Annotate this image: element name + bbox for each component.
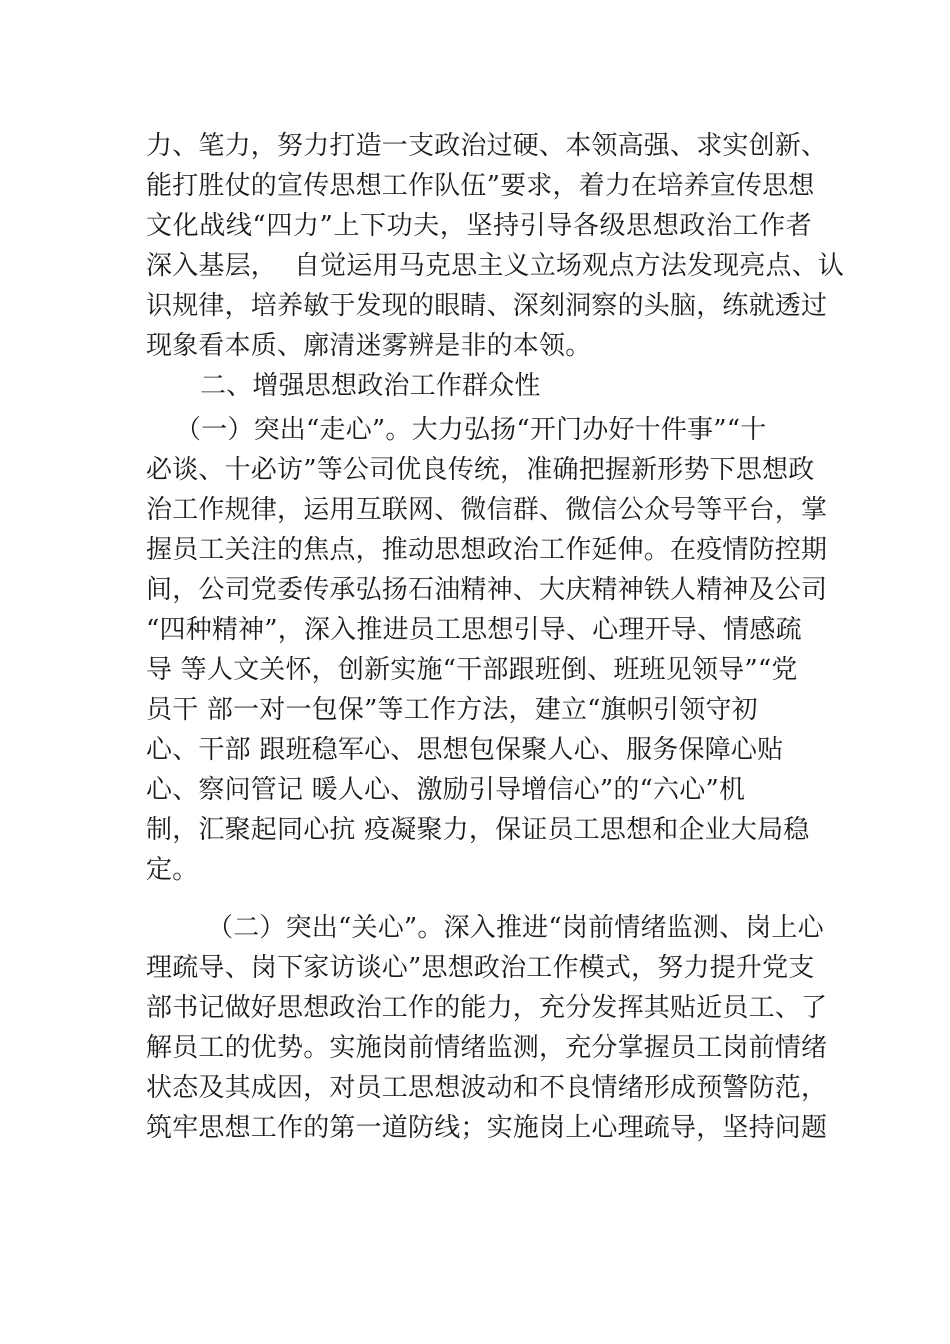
paragraph-first-line: （一）突出“走心”。大力弘扬“开门办好十件事”“十 (175, 415, 767, 445)
text-line: 现象看本质、廓清迷雾辨是非的本领。 (146, 331, 592, 361)
text-line: 心、察问管记 暖人心、激励引导增信心”的“六心”机 (146, 775, 746, 805)
text-line: 文化战线“四力”上下功夫，坚持引导各级思想政治工作者 (146, 211, 812, 241)
text-line: 定。 (146, 855, 199, 885)
text-line: 状态及其成因，对员工思想波动和不良情绪形成预警防范， (146, 1073, 828, 1103)
text-line: 筑牢思想工作的第一道防线；实施岗上心理疏导，坚持问题 (146, 1113, 828, 1143)
text-line: 员干 部一对一包保”等工作方法，建立“旗帜引领守初 (146, 695, 758, 725)
text-line: 力、笔力，努力打造一支政治过硬、本领高强、求实创新、 (146, 131, 828, 161)
text-line: 能打胜仗的宣传思想工作队伍”要求，着力在培养宣传思想 (146, 171, 815, 201)
text-line: 解员工的优势。实施岗前情绪监测，充分掌握员工岗前情绪 (146, 1033, 828, 1063)
section-heading: 二、增强思想政治工作群众性 (200, 371, 541, 401)
text-line: 部书记做好思想政治工作的能力，充分发挥其贴近员工、了 (146, 993, 828, 1023)
text-line: 必谈、十必访”等公司优良传统，准确把握新形势下思想政 (146, 455, 815, 485)
text-line: 握员工关注的焦点，推动思想政治工作延伸。在疫情防控期 (146, 535, 828, 565)
text-line: 识规律，培养敏于发现的眼睛、深刻洞察的头脑，练就透过 (146, 291, 828, 321)
text-line: 心、干部 跟班稳军心、思想包保聚人心、服务保障心贴 (146, 735, 784, 765)
text-line: 制，汇聚起同心抗 疫凝聚力，保证员工思想和企业大局稳 (146, 815, 810, 845)
text-line: 理疏导、岗下家访谈心”思想政治工作模式，努力提升党支 (146, 953, 815, 983)
text-line: 间，公司党委传承弘扬石油精神、大庆精神铁人精神及公司 (146, 575, 828, 605)
paragraph-first-line: （二）突出“关心”。深入推进“岗前情绪监测、岗上心 (207, 913, 824, 943)
text-line: 深入基层， 自觉运用马克思主义立场观点方法发现亮点、认 (146, 251, 845, 281)
text-line: 治工作规律，运用互联网、微信群、微信公众号等平台，掌 (146, 495, 828, 525)
text-line: 导 等人文关怀，创新实施“干部跟班倒、班班见领导”“党 (146, 655, 798, 685)
text-line: “四种精神”，深入推进员工思想引导、心理开导、情感疏 (146, 615, 802, 645)
